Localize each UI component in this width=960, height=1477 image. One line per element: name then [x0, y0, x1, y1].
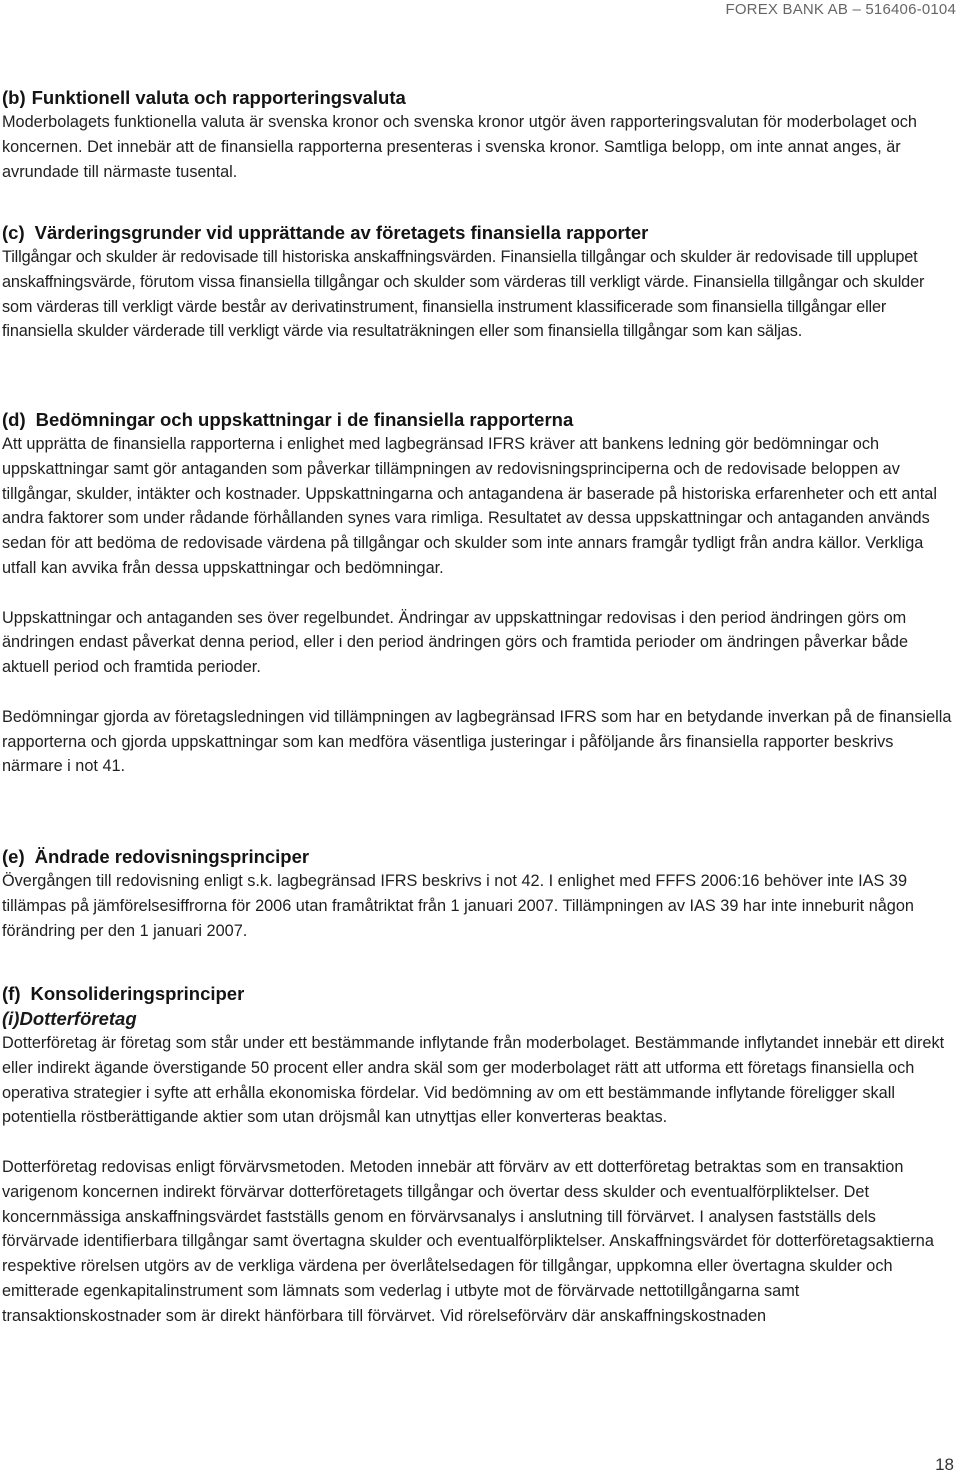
paragraph: Övergången till redovisning enligt s.k. lagbegränsad IFRS beskrivs i not 42. I enlighet med FFFS 2006:16 behöver inte IAS 39 tillämpas på jämförelsesiffrorna för 2006 utan framåtriktat från 1 januari 2007. Tillämpningen av IAS 39 har inte inneburit någon förändring per den 1 januari 2007.	[2, 872, 914, 940]
section-heading	[2, 407, 954, 432]
section-b	[2, 85, 954, 184]
section-d	[2, 407, 954, 779]
section-title: Konsolideringsprinciper	[30, 983, 245, 1004]
paragraph: Tillgångar och skulder är redovisade till historiska anskaffningsvärden. Finansiella tillgångar och skulder är redovisade till upplupet anskaffningsvärde, förutom vissa finansiella tillgångar och skulder som värderas till verkligt värde. Finansiella tillgångar och skulder som värderas till verkligt värde består av derivatinstrument, finansiella instrument klassificerade som finansiella tillgångar eller finansiella skulder värderade till verkligt värde via resultaträkningen eller som finansiella tillgångar som kan säljas.	[2, 248, 925, 341]
paragraph: Bedömningar gjorda av företagsledningen vid tillämpningen av lagbegränsad IFRS som har en betydande inverkan på de finansiella rapporterna och gjorda uppskattningar som kan medföra väsentliga justeringar i påföljande års finansiella rapporter beskrivs närmare i not 41.	[2, 707, 952, 776]
section-label: (c)	[2, 222, 25, 243]
section-heading	[2, 981, 954, 1006]
paragraph: Dotterföretag redovisas enligt förvärvsmetoden. Metoden innebär att förvärv av ett dotterföretag betraktas som en transaktion varigenom koncernen indirekt förvärvar dotterföretagets tillgångar och övertar dess skulder och eventualförpliktelser. Det koncernmässiga anskaffningsvärdet fastställs genom en förvärvsanalys i anslutning till förvärvet. I analysen fastställs dels förvärvade identifierbara tillgångar samt övertagna skulder och eventualförpliktelser. Anskaffningsvärdet för dotterföretagsaktierna respektive rörelsen utgörs av de verkliga värdena per överlåtelsedagen för tillgångar, uppkomna eller övertagna skulder och emitterade egenkapitalinstrument som lämnats som vederlag i utbyte mot de förvärvade nettotillgångarna samt transaktionskostnader som är direkt hänförbara till förvärvet. Vid rörelseförvärv där anskaffningskostnaden	[2, 1157, 934, 1325]
paragraph: Dotterföretag är företag som står under ett bestämmande inflytande från moderbolaget. Bestämmande inflytandet innebär ett direkt eller indirekt ägande överstigande 50 procent eller andra skäl som ger moderbolaget rätt att utforma ett företags finansiella och operativa strategier i syfte att erhålla ekonomiska fördelar. Vid bedömning av om ett bestämmande inflytande föreligger skall potentiella röstberättigande aktier som utan dröjsmål kan utnyttjas eller konverteras beaktas.	[2, 1034, 945, 1127]
paragraph: Uppskattningar och antaganden ses över regelbundet. Ändringar av uppskattningar redovisas i den period ändringen görs om ändringen endast påverkat denna period, eller i den period ändringen görs och framtida perioder om ändringen påverkar både aktuell period och framtida perioder.	[2, 608, 909, 677]
section-subtitle: (i)Dotterföretag	[2, 1008, 137, 1029]
section-label: (f)	[2, 983, 21, 1004]
section-title: Ändrade redovisningsprinciper	[34, 846, 310, 867]
paragraph: Att upprätta de finansiella rapporterna i enlighet med lagbegränsad IFRS kräver att bankens ledning gör bedömningar och uppskattningar samt gör antaganden som påverkar tillämpningen av redovisningsprinciperna och de redovisade beloppen av tillgångar, skulder, intäkter och kostnader. Uppskattningarna och antagandena är baserade på historiska erfarenheter och ett antal andra faktorer som under rådande förhållanden synes vara rimliga. Resultatet av dessa uppskattningar och antaganden används sedan för att bedöma de redovisade värdena på tillgångar och skulder som inte annars framgår tydligt från andra källor. Verkliga utfall kan avvika från dessa uppskattningar och bedömningar.	[2, 435, 937, 577]
section-label: (b)	[2, 87, 26, 108]
section-title: Värderingsgrunder vid upprättande av företagets finansiella rapporter	[34, 222, 649, 243]
paragraph: Moderbolagets funktionella valuta är svenska kronor och svenska kronor utgör även rapporteringsvalutan för moderbolaget och koncernen. Det innebär att de finansiella rapporterna presenteras i svenska kronor. Samtliga belopp, om inte annat anges, är avrundade till närmaste tusental.	[2, 113, 917, 181]
section-heading	[2, 85, 954, 110]
running-header: FOREX BANK AB – 516406-0104	[725, 1, 956, 18]
page-number: 18	[935, 1455, 954, 1474]
section-title: Bedömningar och uppskattningar i de finansiella rapporterna	[35, 409, 574, 430]
section-e	[2, 844, 954, 943]
section-label: (e)	[2, 846, 25, 867]
section-label: (d)	[2, 409, 26, 430]
section-heading	[2, 844, 954, 869]
section-heading	[2, 220, 954, 245]
section-title: Funktionell valuta och rapporteringsvaluta	[31, 87, 406, 108]
section-f	[2, 981, 954, 1329]
section-c	[2, 220, 954, 344]
